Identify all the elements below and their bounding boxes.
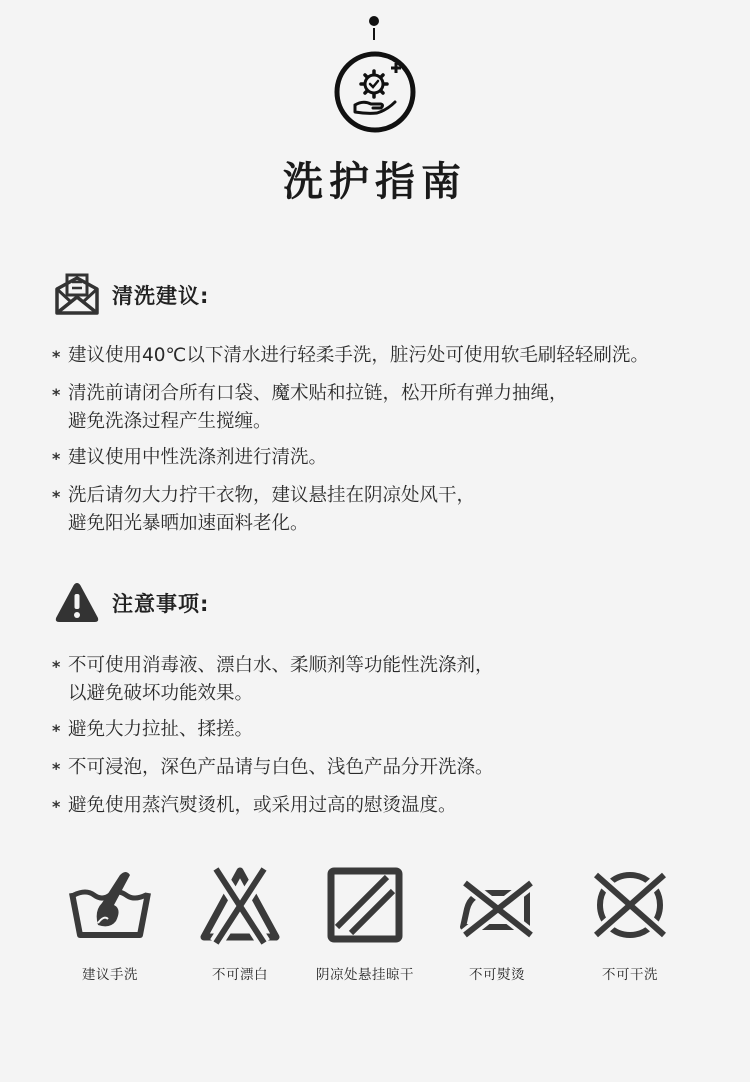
care-label: 不可干洗 <box>602 967 658 983</box>
bullet-item <box>52 792 742 822</box>
hand-wash-icon <box>68 865 152 945</box>
care-label: 阴凉处悬挂晾干 <box>316 967 414 983</box>
envelope-icon <box>54 272 100 318</box>
asterisk-icon: * <box>52 347 61 366</box>
bullet-line: 不可浸泡，深色产品请与白色、浅色产品分开洗涤。 <box>68 757 494 778</box>
warning-icon <box>54 580 100 626</box>
bullet-text <box>68 444 327 474</box>
bullet-line: 避免大力拉扯、揉搓。 <box>68 719 254 740</box>
care-symbol-no-dry-clean <box>560 865 700 983</box>
shade-dry-icon <box>323 865 407 945</box>
no-iron-icon <box>455 865 539 945</box>
bullet-line: 建议使用40℃以下清水进行轻柔手洗，脏污处可使用软毛刷轻轻刷洗。 <box>68 345 649 366</box>
care-symbol-shade-dry <box>295 865 435 983</box>
bullet-text <box>68 380 568 436</box>
bullet-text <box>68 482 475 538</box>
asterisk-icon: * <box>52 657 61 676</box>
bullet-line: 避免洗涤过程产生搅缠。 <box>68 411 272 432</box>
bullet-text <box>68 342 649 372</box>
bullet-text <box>68 754 494 784</box>
bullet-item <box>52 482 742 538</box>
asterisk-icon: * <box>52 449 61 468</box>
bullet-text <box>68 652 494 708</box>
bullet-item <box>52 342 742 372</box>
bullet-text <box>68 792 457 822</box>
bullet-line: 洗后请勿大力拧干衣物，建议悬挂在阴凉处风干， <box>68 485 476 506</box>
notice-title: 注意事项: <box>112 592 210 616</box>
care-symbol-hand-wash <box>40 865 180 983</box>
logo-stem <box>373 28 375 40</box>
notice-list <box>52 652 742 830</box>
logo-dot <box>369 16 379 26</box>
cleaning-heading <box>54 272 209 318</box>
bullet-line: 不可使用消毒液、漂白水、柔顺剂等功能性洗涤剂， <box>68 655 494 676</box>
bullet-item <box>52 652 742 708</box>
care-label: 不可漂白 <box>212 967 268 983</box>
asterisk-icon: * <box>52 759 61 778</box>
care-symbol-no-iron <box>427 865 567 983</box>
bullet-text <box>68 716 253 746</box>
bullet-item <box>52 380 742 436</box>
no-bleach-icon <box>198 865 282 945</box>
care-symbols-row <box>0 865 750 985</box>
bullet-line: 建议使用中性洗涤剂进行清洗。 <box>68 447 328 468</box>
no-dry-clean-icon <box>588 865 672 945</box>
bullet-line: 避免使用蒸汽熨烫机，或采用过高的慰烫温度。 <box>68 795 457 816</box>
bullet-line: 清洗前请闭合所有口袋、魔术贴和拉链，松开所有弹力抽绳， <box>68 383 568 404</box>
notice-heading <box>54 580 209 626</box>
bullet-item <box>52 716 742 746</box>
care-label: 不可熨烫 <box>469 967 525 983</box>
bullet-item <box>52 754 742 784</box>
bullet-line: 以避免破坏功能效果。 <box>68 683 254 704</box>
cleaning-list <box>52 342 742 546</box>
asterisk-icon: * <box>52 721 61 740</box>
asterisk-icon: * <box>52 385 61 404</box>
care-symbol-no-bleach <box>170 865 310 983</box>
cleaning-title: 清洗建议: <box>112 284 210 308</box>
page-title: 洗护指南 <box>283 159 467 205</box>
care-label: 建议手洗 <box>82 967 138 983</box>
bullet-line: 避免阳光暴晒加速面料老化。 <box>68 513 309 534</box>
asterisk-icon: * <box>52 797 61 816</box>
gear-hand-icon <box>333 50 417 134</box>
asterisk-icon: * <box>52 487 61 506</box>
bullet-item <box>52 444 742 474</box>
